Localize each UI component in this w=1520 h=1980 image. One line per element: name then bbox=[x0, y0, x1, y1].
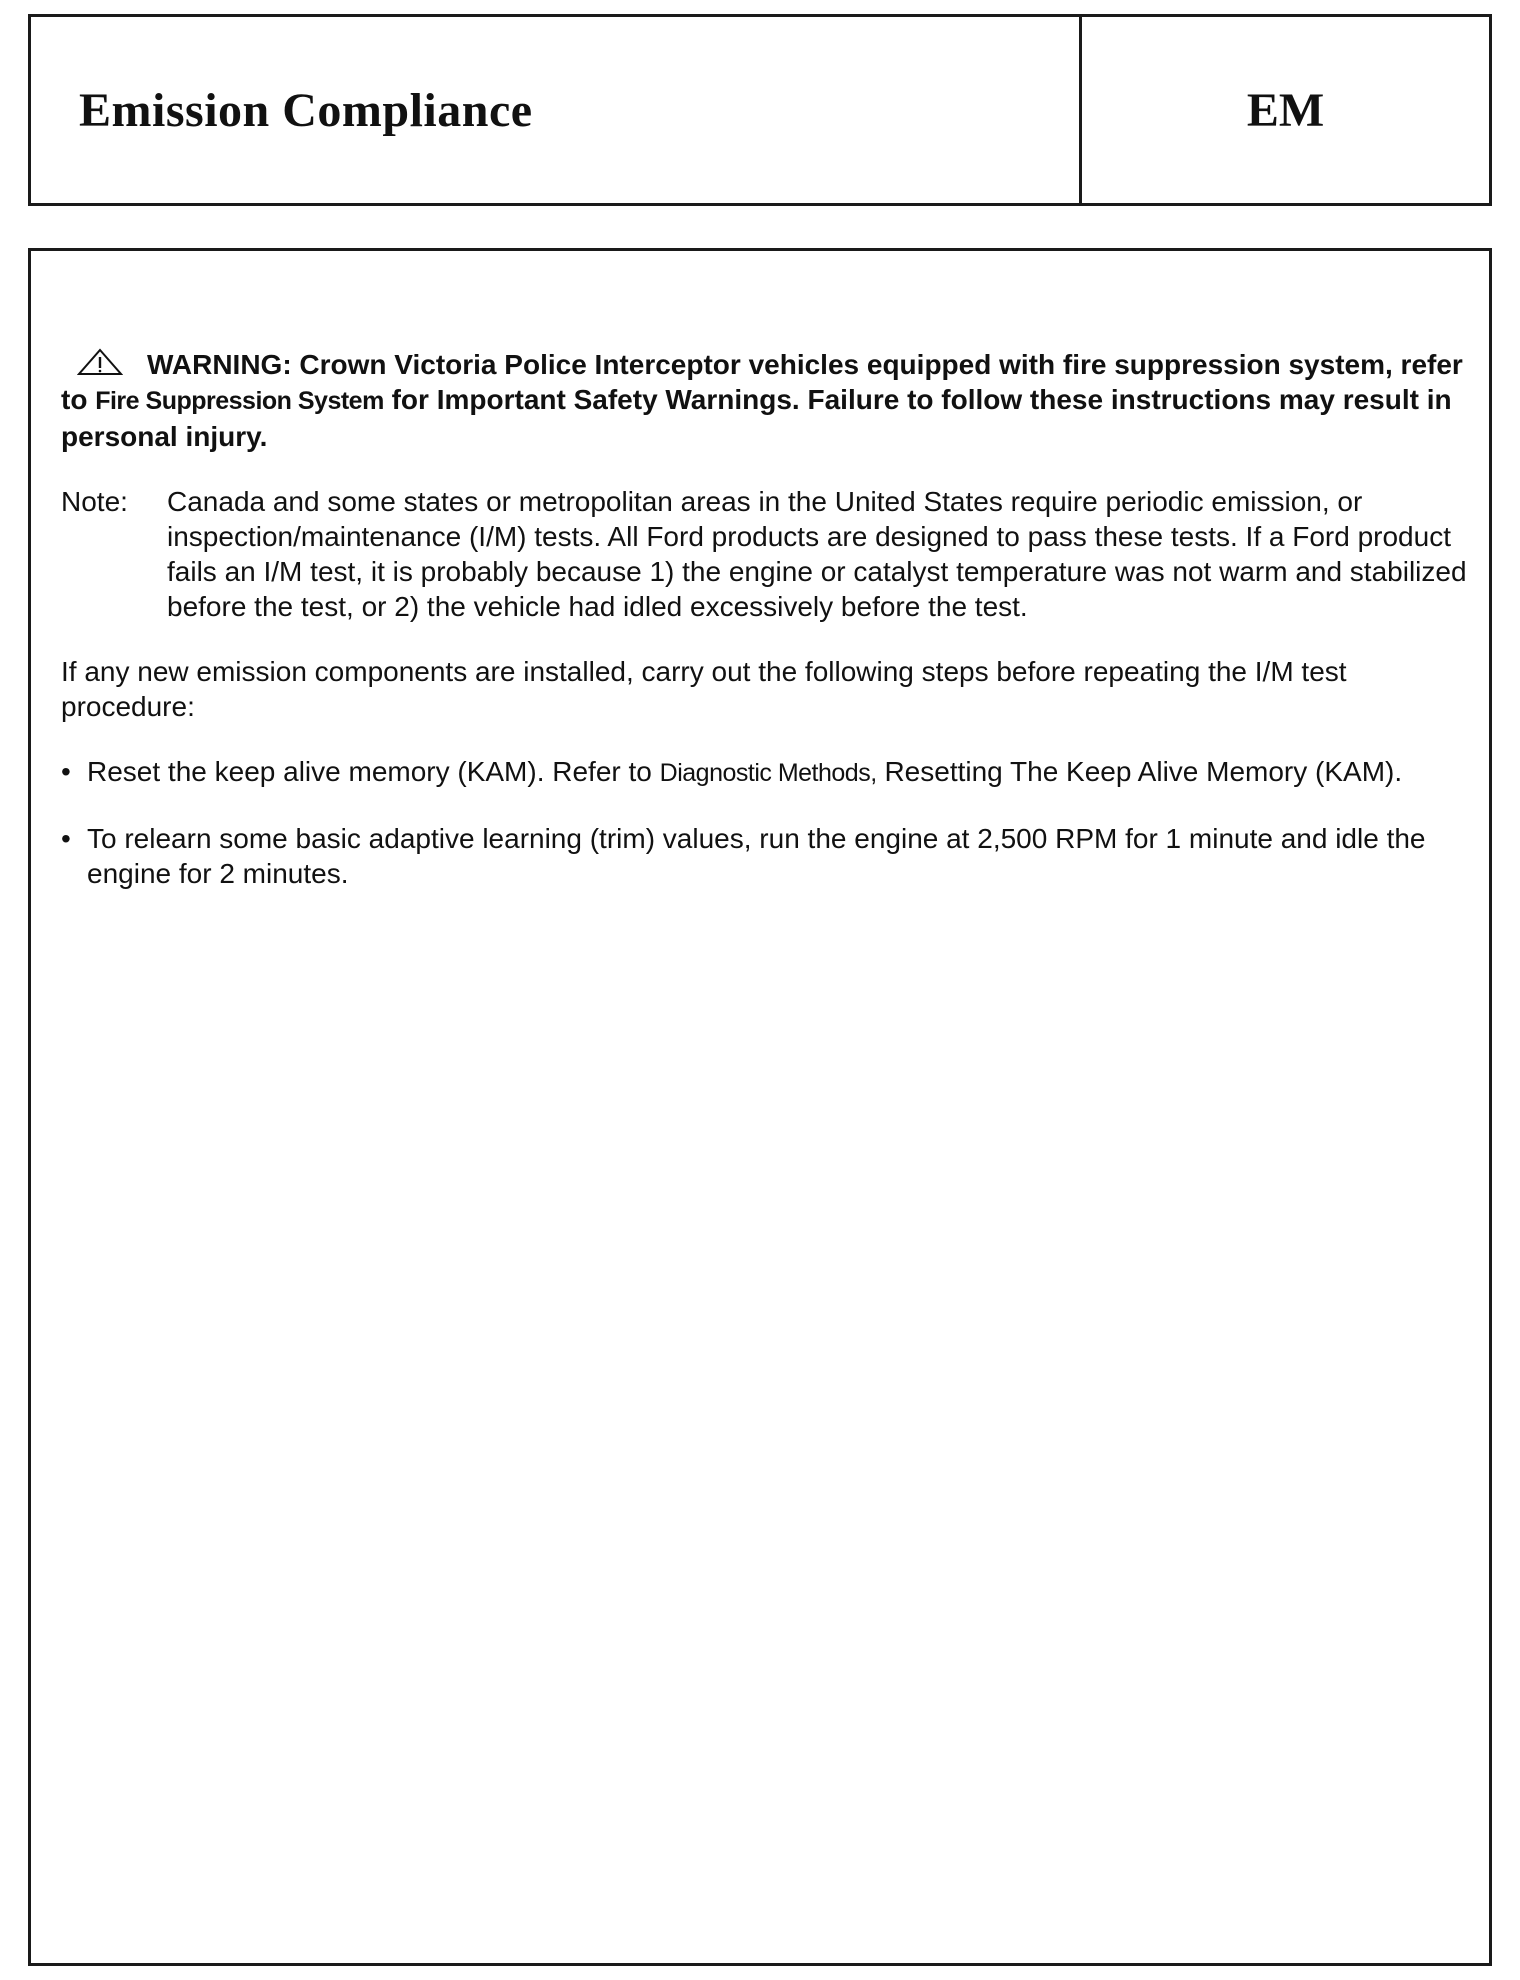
bullet-item bbox=[61, 821, 1483, 891]
warning-triangle-icon bbox=[77, 348, 123, 376]
diagnostic-methods-reference-link[interactable]: Diagnostic Methods, bbox=[659, 759, 877, 787]
bullet-text: To relearn some basic adaptive learning (trim) values, run the engine at 2,500 RPM for 1 minute and idle the engine for 2 minutes. bbox=[87, 823, 1426, 889]
page-title: Emission Compliance bbox=[79, 83, 533, 137]
warning-paragraph bbox=[61, 347, 1483, 454]
content-body bbox=[61, 347, 1483, 921]
warning-reference-link[interactable]: Fire Suppression System bbox=[95, 387, 384, 415]
bullet-text-end: Resetting The Keep Alive Memory (KAM). bbox=[876, 756, 1403, 787]
bullet-item bbox=[61, 754, 1483, 791]
section-code: EM bbox=[1246, 83, 1325, 137]
note-label: Note: bbox=[61, 486, 128, 517]
bullet-marker: • bbox=[61, 756, 71, 787]
bullet-marker: • bbox=[61, 823, 71, 854]
bullet-text bbox=[87, 754, 1483, 791]
content-panel bbox=[28, 248, 1492, 1966]
warning-text-start: WARNING: Crown Victoria Police Interceptor vehicles equipped with fire suppression system, refer to bbox=[61, 349, 1463, 415]
warning-text-end: for Important Safety Warnings. Failure to follow these instructions may result in personal injury. bbox=[61, 384, 1452, 452]
intro-paragraph: If any new emission components are installed, carry out the following steps before repeating the I/M test procedure: bbox=[61, 656, 1347, 722]
bullet-text-start: Reset the keep alive memory (KAM). Refer to bbox=[87, 756, 660, 787]
note-block bbox=[61, 484, 1483, 624]
note-text: Canada and some states or metropolitan areas in the United States require periodic emission, or inspection/maintenance (I/M) tests. All Ford products are designed to pass these tests. If a Ford product fails an I/M test, it is probably because 1) the engine or catalyst temperature was not warm and stabilized before the test, or 2) the vehicle had idled excessively before the test. bbox=[167, 486, 1467, 622]
page-header bbox=[28, 14, 1492, 206]
